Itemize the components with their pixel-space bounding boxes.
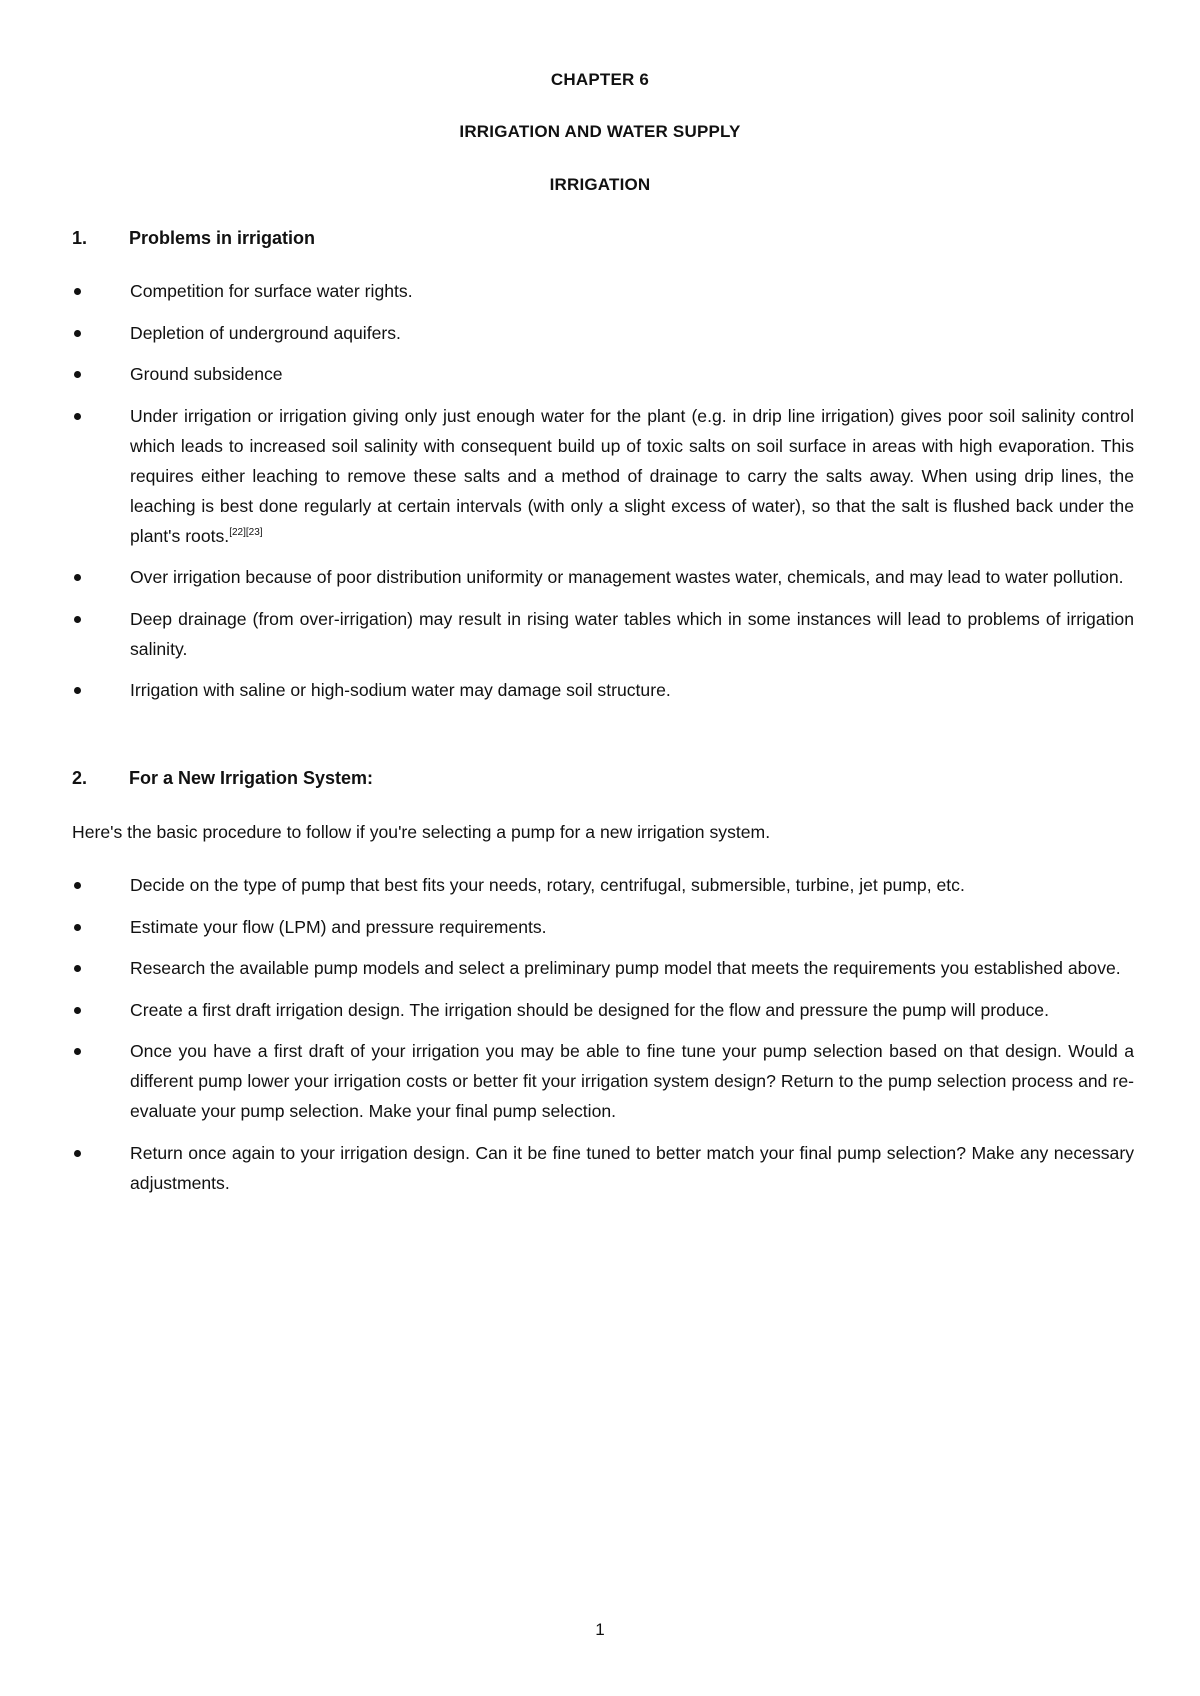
list-item [72, 953, 1134, 983]
chapter-label: CHAPTER 6 [550, 70, 650, 89]
list-item-text: Once you have a first draft of your irrigation you may be able to fine tune your pump selection based on that design. Would a different pump lower your irrigation costs or better fit your irrigation system design? Return to the pump selection process and re-evaluate your pump selection. Make your final pump selection. [130, 1041, 1134, 1121]
list-item [72, 401, 1134, 551]
bullet-icon [74, 1048, 81, 1055]
list-item [72, 912, 1134, 942]
list-item-text: Estimate your flow (LPM) and pressure requirements. [130, 916, 547, 937]
list-item [72, 1036, 1134, 1126]
bullet-icon [74, 924, 81, 931]
document-subtitle: IRRIGATION [549, 175, 651, 194]
document-title: IRRIGATION AND WATER SUPPLY [459, 122, 741, 141]
list-item [72, 562, 1134, 592]
list-item-text: Over irrigation because of poor distribution uniformity or management wastes water, chemicals, and may lead to water pollution. [130, 567, 1124, 587]
section-1-number: 1. [72, 228, 88, 248]
list-item-text: Create a first draft irrigation design. The irrigation should be designed for the flow and pressure the pump will produce. [130, 999, 1049, 1020]
bullet-icon [74, 882, 81, 889]
section-2-list [72, 870, 1134, 1209]
list-item-text: Decide on the type of pump that best fits your needs, rotary, centrifugal, submersible, turbine, jet pump, etc. [130, 875, 965, 895]
citation-reference[interactable]: [22][23] [229, 526, 263, 538]
list-item [72, 995, 1134, 1025]
list-item-text: Depletion of underground aquifers. [130, 322, 401, 343]
bullet-icon [74, 288, 81, 295]
section-1-list [72, 276, 1134, 717]
list-item [72, 870, 1134, 900]
section-2-intro: Here's the basic procedure to follow if you're selecting a pump for a new irrigation system. [72, 822, 771, 842]
list-item-text: Return once again to your irrigation design. Can it be fine tuned to better match your final pump selection? Make any necessary adjustments. [130, 1142, 1134, 1193]
list-item-text: Irrigation with saline or high-sodium water may damage soil structure. [130, 680, 671, 700]
list-item [72, 1138, 1134, 1198]
bullet-icon [74, 330, 81, 337]
bullet-icon [74, 687, 81, 694]
section-1-title: Problems in irrigation [129, 228, 316, 248]
section-2-number: 2. [72, 768, 88, 788]
section-2-heading [72, 767, 373, 789]
list-item [72, 359, 1134, 389]
section-2-title: For a New Irrigation System: [129, 768, 374, 788]
list-item [72, 276, 1134, 306]
bullet-icon [74, 1007, 81, 1014]
bullet-icon [74, 1150, 81, 1157]
section-1-heading [72, 227, 315, 249]
list-item [72, 604, 1134, 664]
bullet-icon [74, 616, 81, 623]
bullet-icon [74, 413, 81, 420]
list-item-text: Ground subsidence [130, 364, 283, 384]
bullet-icon [74, 574, 81, 581]
page-number: 1 [595, 1620, 605, 1639]
bullet-icon [74, 965, 81, 972]
list-item-text: Research the available pump models and select a preliminary pump model that meets the requirements you established above. [130, 958, 1121, 978]
bullet-icon [74, 371, 81, 378]
list-item [72, 675, 1134, 705]
list-item-text: Deep drainage (from over-irrigation) may result in rising water tables which in some instances will lead to problems of irrigation salinity. [130, 608, 1134, 659]
list-item [72, 318, 1134, 348]
list-item-text: Under irrigation or irrigation giving only just enough water for the plant (e.g. in drip line irrigation) gives poor soil salinity control which leads to increased soil salinity with consequent build up of toxic salts on soil surface in areas with high evaporation. This requires either leaching to remove these salts and a method of drainage to carry the salts away. When using drip lines, the leaching is best done regularly at certain intervals (with only a slight excess of water), so that the salt is flushed back under the plant's roots. [130, 405, 1134, 546]
list-item-text: Competition for surface water rights. [130, 281, 413, 301]
